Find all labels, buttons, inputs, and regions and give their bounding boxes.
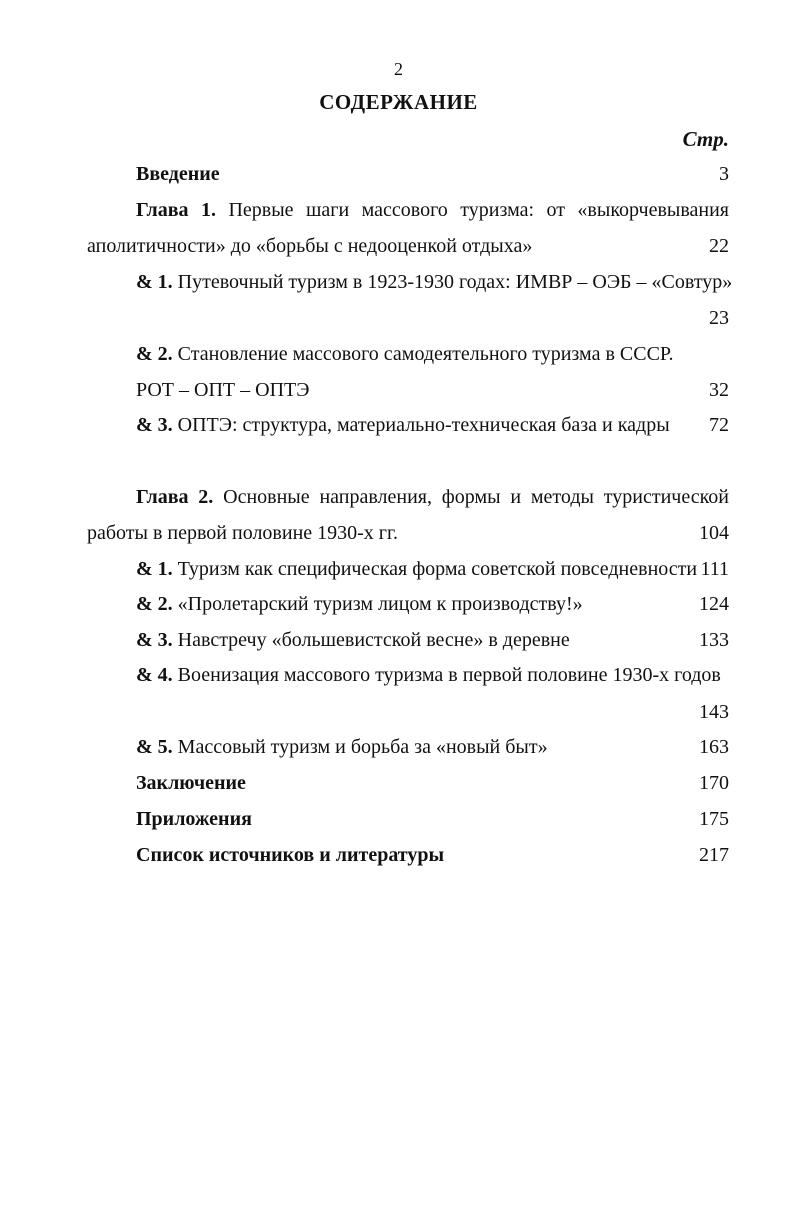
page-column-label: Стр. bbox=[682, 127, 729, 151]
page-title: СОДЕРЖАНИЕ bbox=[319, 90, 478, 114]
page-number: 2 bbox=[394, 59, 403, 79]
section-title: Военизация массового туризма в первой половине 1930-х годов bbox=[177, 664, 721, 686]
toc-ch1-section1 bbox=[136, 270, 732, 294]
toc-chapter2-line1 bbox=[136, 485, 729, 509]
ch1-section2-line2: РОТ – ОПТ – ОПТЭ bbox=[136, 379, 310, 401]
section-title: Туризм как специфическая форма советской повседневности bbox=[177, 558, 698, 580]
toc-appendices-page: 175 bbox=[699, 808, 729, 830]
chapter1-prefix: Глава 1. bbox=[136, 199, 216, 221]
ch1-section2-page: 32 bbox=[709, 379, 729, 401]
section-title: Навстречу «большевистской весне» в деревне bbox=[177, 629, 570, 651]
toc-ch1-section3 bbox=[136, 413, 670, 437]
toc-chapter1-line1 bbox=[136, 198, 729, 222]
section-prefix: & 3. bbox=[136, 629, 173, 651]
toc-ch1-section2 bbox=[136, 342, 674, 366]
toc-intro-page: 3 bbox=[719, 163, 729, 185]
chapter2-prefix: Глава 2. bbox=[136, 486, 214, 508]
section-prefix: & 4. bbox=[136, 664, 173, 686]
ch2-section4-page: 143 bbox=[699, 701, 729, 723]
ch2-section2-page: 124 bbox=[699, 593, 729, 615]
toc-ch2-section2 bbox=[136, 592, 583, 616]
toc-ch2-section1 bbox=[136, 557, 697, 581]
toc-conclusion-page: 170 bbox=[699, 772, 729, 794]
ch1-section1-page: 23 bbox=[709, 307, 729, 329]
ch2-section3-page: 133 bbox=[699, 629, 729, 651]
chapter1-page: 22 bbox=[709, 235, 729, 257]
section-title: «Пролетарский туризм лицом к производству!» bbox=[177, 593, 583, 615]
chapter1-title-line1: Первые шаги массового туризма: от «выкорчевывания bbox=[228, 199, 729, 221]
toc-ch2-section5 bbox=[136, 735, 548, 759]
section-title: ОПТЭ: структура, материально-техническая база и кадры bbox=[177, 414, 670, 436]
toc-conclusion-label: Заключение bbox=[136, 772, 246, 794]
toc-ch2-section4 bbox=[136, 663, 721, 687]
toc-ch2-section3 bbox=[136, 628, 570, 652]
chapter2-title-line1: Основные направления, формы и методы туристической bbox=[223, 486, 729, 508]
chapter2-page: 104 bbox=[699, 522, 729, 544]
ch2-section5-page: 163 bbox=[699, 736, 729, 758]
section-prefix: & 2. bbox=[136, 593, 173, 615]
toc-sources-label: Список источников и литературы bbox=[136, 844, 445, 866]
toc-appendices-label: Приложения bbox=[136, 808, 252, 830]
section-title: Путевочный туризм в 1923-1930 годах: ИМВР – ОЭБ – «Совтур» bbox=[177, 271, 733, 293]
toc-sources-page: 217 bbox=[699, 844, 729, 866]
ch1-section3-page: 72 bbox=[709, 414, 729, 436]
chapter1-title-line2: аполитичности» до «борьбы с недооценкой отдыха» bbox=[87, 235, 533, 257]
section-title: Становление массового самодеятельного туризма в СССР. bbox=[177, 343, 674, 365]
section-title: Массовый туризм и борьба за «новый быт» bbox=[177, 736, 548, 758]
section-prefix: & 5. bbox=[136, 736, 173, 758]
chapter2-title-line2: работы в первой половине 1930-х гг. bbox=[87, 522, 398, 544]
section-prefix: & 1. bbox=[136, 558, 173, 580]
toc-intro-label: Введение bbox=[136, 163, 220, 185]
section-prefix: & 1. bbox=[136, 271, 173, 293]
ch2-section1-page: 111 bbox=[700, 558, 729, 580]
section-prefix: & 2. bbox=[136, 343, 173, 365]
section-prefix: & 3. bbox=[136, 414, 173, 436]
